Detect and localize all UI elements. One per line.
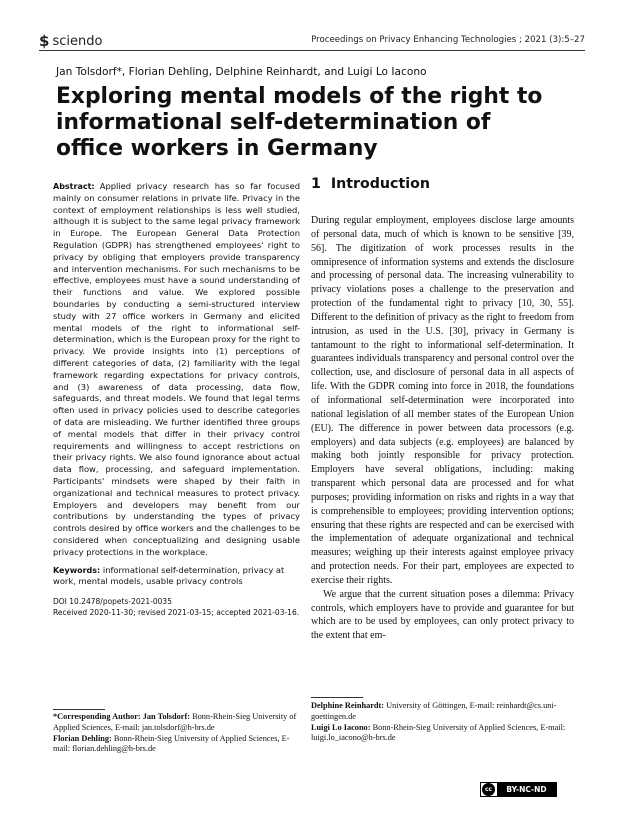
paragraph: We argue that the current situation poses a dilemma: Privacy controls, which employers have to provide and guarantee for but which are to be used by employees, can only protect privacy to the extent that em- bbox=[311, 588, 574, 642]
author-list: Jan Tolsdorf*, Florian Dehling, Delphine Reinhardt, and Luigi Lo Iacono bbox=[56, 66, 427, 78]
right-column bbox=[311, 176, 574, 643]
doi: DOI 10.2478/popets-2021-0035 bbox=[53, 596, 172, 606]
creative-commons-icon: cc bbox=[482, 783, 495, 796]
paper-title: Exploring mental models of the right to informational self-determination of office workers in Germany bbox=[56, 84, 543, 161]
footnote-divider-left bbox=[53, 709, 105, 710]
section-number: 1 bbox=[311, 176, 321, 192]
footnote-left bbox=[53, 712, 300, 755]
article-metadata bbox=[53, 596, 300, 618]
sciendo-logo-icon: $ bbox=[39, 32, 50, 50]
page-header bbox=[39, 32, 585, 50]
keywords-text: informational self-determination, privacy at work, mental models, usable privacy controls bbox=[53, 564, 285, 587]
corresponding-author-text: Bonn-Rhein-Sieg University of Applied Sciences, E-mail: jan.tolsdorf@h-brs.de bbox=[53, 712, 297, 732]
abstract bbox=[53, 181, 300, 559]
keywords-label: Keywords: bbox=[53, 565, 101, 575]
license-label: BY-NC-ND bbox=[497, 783, 556, 796]
received-dates: Received 2020-11-30; revised 2021-03-15; accepted 2021-03-16. bbox=[53, 607, 300, 617]
keywords bbox=[53, 565, 300, 588]
logo-text: sciendo bbox=[52, 33, 103, 49]
section-title: Introduction bbox=[330, 176, 430, 192]
coauthor-note bbox=[311, 701, 574, 723]
coauthor-text: Bonn-Rhein-Sieg University of Applied Sciences, E-mail: florian.dehling@h-brs.de bbox=[53, 733, 290, 754]
coauthor-text: Bonn-Rhein-Sieg University of Applied Sciences, E-mail: luigi.lo_iacono@h-brs.de bbox=[311, 722, 566, 743]
section-body bbox=[311, 214, 574, 643]
footnote-right bbox=[311, 701, 574, 744]
left-column bbox=[53, 181, 300, 618]
section-heading bbox=[311, 176, 574, 192]
coauthor-text: University of Göttingen, E-mail: reinhardt@cs.uni-goettingen.de bbox=[311, 701, 557, 721]
license-badge[interactable] bbox=[480, 782, 557, 797]
abstract-label: Abstract: bbox=[53, 182, 95, 191]
header-divider bbox=[39, 50, 585, 51]
publisher-logo bbox=[39, 32, 102, 50]
corresponding-author-label: *Corresponding Author: Jan Tolsdorf: bbox=[53, 712, 191, 721]
coauthor-label: Florian Dehling: bbox=[53, 733, 112, 743]
abstract-text: Applied privacy research has so far focused mainly on consumer relations in private life. Privacy in the context of employment relationships is less well studied, although it is subject to the same legal privacy framework in Europe. The European General Data Protection Regulation (GDPR) has strengthened employees' right to privacy by obliging that employers provide transparency and intervention mechanisms. For such mechanisms to be effective, employees must have a sound understanding of their functions and value. We explored possible boundaries by conducting a semi-structured interview study with 27 office workers in Germany and elicited mental models of the right to informational self-determination, which is the European proxy for the right to privacy. We provide insights into (1) perceptions of different categories of data, (2) familiarity with the legal framework regarding expectations for privacy controls, and (3) awareness of data processing, data flow, safeguards, and threat models. We found that legal terms often used in privacy policies used to describe categories of data are misleading. We further identified three groups of mental models that differ in their privacy control requirements and willingness to accept restrictions on their privacy rights. We also found ignorance about actual data flow, processing, and safeguard implementation. Participants' mindsets were shaped by their faith in organizational and technical measures to protect privacy. Employers and developers may benefit from our contributions by understanding the types of privacy controls desired by office workers and the challenges to be considered when conceptualizing and designing usable privacy protections in the workplace. bbox=[53, 181, 300, 557]
paragraph: During regular employment, employees disclose large amounts of personal data, much of which is known to be sensitive [39, 56]. The digitization of work processes results in the omnipresence of information systems and extends the disclosure and processing of personal data. The increasing vulnerability to privacy violations poses a challenge to the preservation and protection of the fundamental right to privacy [10, 30, 55]. Different to the definition of privacy as the right to freedom from intrusion, as used in the U.S. [30], privacy in Germany is tantamount to the right to informational self-determination. It guarantees individuals transparency and personal control over the collection, use, and disclosure of personal data in all aspects of life. With the GDPR coming into force in 2018, the foundations of informational self-determination were incorporated into national legislation of all member states of the European Union (EU). The difference in power between data processors (e.g. employers) and data subjects (e.g. employees) are balanced by making both jointly responsible for privacy protection. Employers have several obligations, including: making transparent which personal data are processed and for what purposes; providing information on risks and rights in a way that is comprehensible to employees; providing intervention options; ensuring that these rights are respected and can be exercised with the implementation of adequate organizational and technical measures; weighing up their interests against employee privacy and protection needs. For their part, employees are expected to exercise their rights. bbox=[311, 215, 574, 586]
coauthor-label: Delphine Reinhardt: bbox=[311, 701, 385, 710]
journal-citation: Proceedings on Privacy Enhancing Technologies ; 2021 (3):5–27 bbox=[311, 35, 585, 45]
coauthor-note bbox=[53, 734, 300, 756]
corresponding-author-note bbox=[53, 712, 300, 734]
coauthor-note bbox=[311, 723, 574, 745]
coauthor-label: Luigi Lo Iacono: bbox=[311, 722, 371, 732]
footnote-divider-right bbox=[311, 697, 363, 698]
